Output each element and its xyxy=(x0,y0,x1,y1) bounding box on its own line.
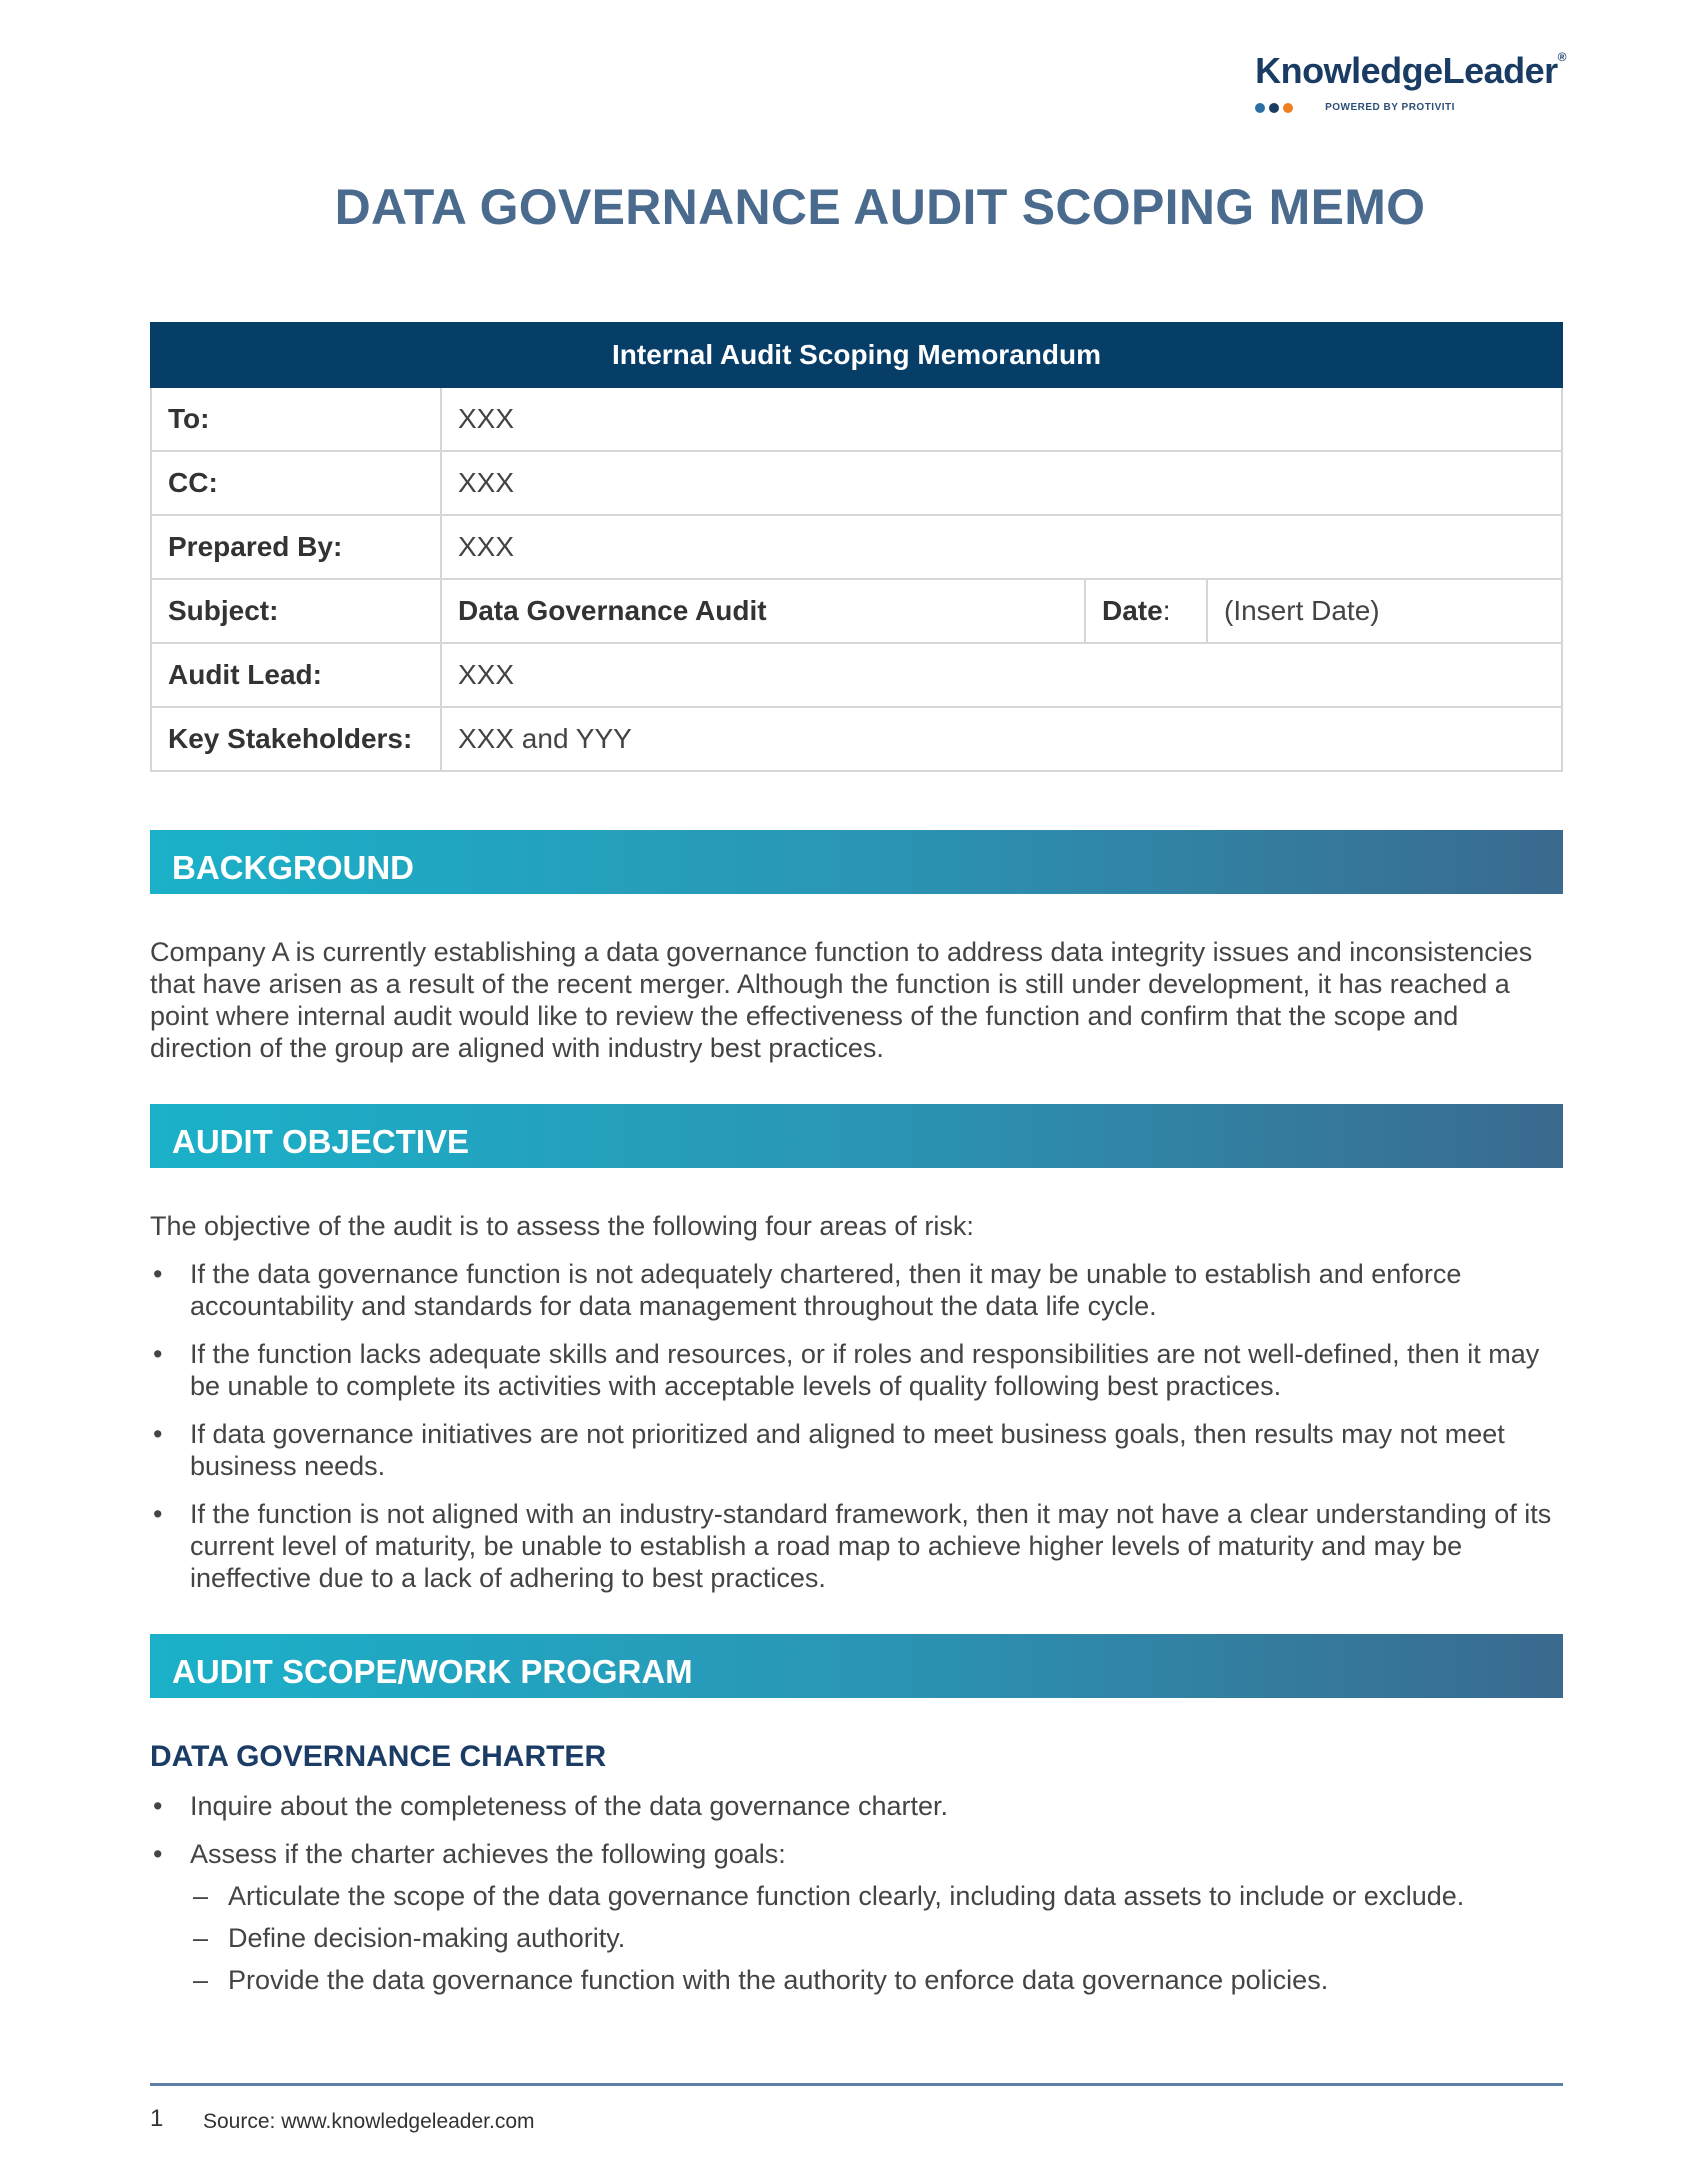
list-item: • If data governance initiatives are not prioritized and aligned to meet business goals, then results may not meet business needs. xyxy=(150,1418,1563,1482)
logo-dot-icon xyxy=(1255,103,1265,113)
list-item: – Articulate the scope of the data governance function clearly, including data assets to include or exclude. xyxy=(190,1880,1464,1912)
list-item: • Inquire about the completeness of the data governance charter. xyxy=(150,1790,1563,1822)
registered-mark: ® xyxy=(1557,50,1566,64)
stakeholders-label: Key Stakeholders: xyxy=(151,707,441,771)
page-number: 1 xyxy=(150,2105,164,2132)
scope-heading: AUDIT SCOPE/WORK PROGRAM xyxy=(150,1634,1563,1698)
list-item: – Define decision-making authority. xyxy=(190,1922,1464,1954)
table-row xyxy=(151,643,1562,707)
stakeholders-value: XXX and YYY xyxy=(441,707,1562,771)
date-colon: : xyxy=(1162,595,1171,626)
memo-header-row xyxy=(151,323,1562,387)
logo-wordmark: KnowledgeLeader® xyxy=(1255,50,1566,91)
table-row xyxy=(151,515,1562,579)
charter-subheading: DATA GOVERNANCE CHARTER xyxy=(150,1740,607,1773)
memo-header: Internal Audit Scoping Memorandum xyxy=(151,323,1562,387)
list-item: • If the function is not aligned with an industry-standard framework, then it may not have a clear understanding of its current level of maturity, be unable to establish a road map to achieve higher levels of maturity and may be ineffective due to a lack of adhering to best practices. xyxy=(150,1498,1563,1594)
audit-lead-label: Audit Lead: xyxy=(151,643,441,707)
background-text: Company A is currently establishing a data governance function to address data integrity issues and inconsistencies that have arisen as a result of the recent merger. Although the function is still under development, it has reached a point where internal audit would like to review the effectiveness of the function and confirm that the scope and direction of the group are aligned with industry best practices. xyxy=(150,937,1533,1063)
table-row xyxy=(151,451,1562,515)
scope-list xyxy=(150,1790,1563,1870)
page-title: DATA GOVERNANCE AUDIT SCOPING MEMO xyxy=(334,179,1426,235)
logo-sub xyxy=(1255,102,1566,113)
table-row xyxy=(151,707,1562,771)
logo-dot-icon xyxy=(1283,103,1293,113)
subject-label: Subject: xyxy=(151,579,441,643)
cc-value: XXX xyxy=(441,451,1562,515)
background-heading: BACKGROUND xyxy=(150,830,1563,894)
to-label: To: xyxy=(151,387,441,451)
audit-lead-value: XXX xyxy=(441,643,1562,707)
cc-label: CC: xyxy=(151,451,441,515)
logo-tagline: POWERED BY PROTIVITI xyxy=(1325,102,1455,113)
list-item: – Provide the data governance function with the authority to enforce data governance policies. xyxy=(190,1964,1464,1996)
prepared-by-value: XXX xyxy=(441,515,1562,579)
charter-goals-list xyxy=(190,1880,1464,2006)
prepared-by-label: Prepared By: xyxy=(151,515,441,579)
objective-list xyxy=(150,1258,1563,1594)
footer-divider xyxy=(150,2083,1563,2086)
to-value: XXX xyxy=(441,387,1562,451)
objective-intro: The objective of the audit is to assess the following four areas of risk: xyxy=(150,1211,974,1241)
table-row xyxy=(151,387,1562,451)
list-item: • Assess if the charter achieves the following goals: xyxy=(150,1838,1563,1870)
logo-dot-icon xyxy=(1269,103,1279,113)
subject-value: Data Governance Audit xyxy=(441,579,1085,643)
objective-heading: AUDIT OBJECTIVE xyxy=(150,1104,1563,1168)
date-label: Date: xyxy=(1085,579,1207,643)
source-line: Source: www.knowledgeleader.com xyxy=(203,2110,535,2133)
date-value: (Insert Date) xyxy=(1207,579,1562,643)
table-row xyxy=(151,579,1562,643)
memo-table xyxy=(150,322,1563,772)
list-item: • If the function lacks adequate skills and resources, or if roles and responsibilities are not well-defined, then it may be unable to complete its activities with acceptable levels of quality following best practices. xyxy=(150,1338,1563,1402)
brand-logo xyxy=(1255,50,1566,113)
list-item: • If the data governance function is not adequately chartered, then it may be unable to establish and enforce accountability and standards for data management throughout the data life cycle. xyxy=(150,1258,1563,1322)
